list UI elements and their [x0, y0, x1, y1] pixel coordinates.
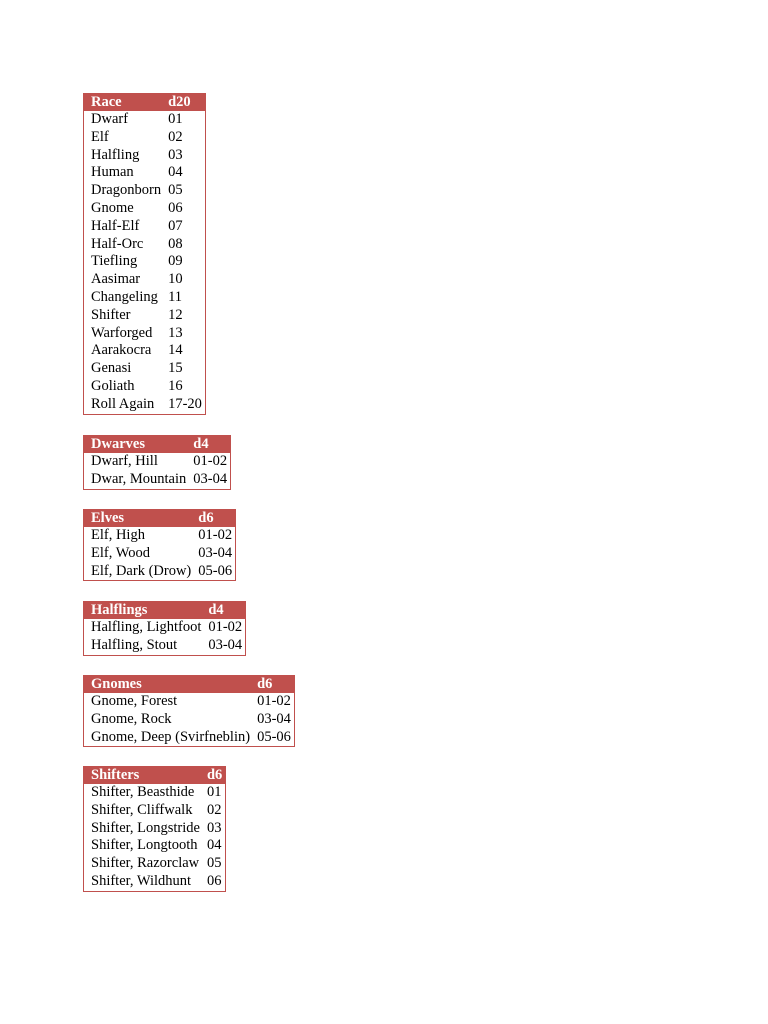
table-row: [84, 563, 236, 581]
cell-option: Changeling: [91, 288, 158, 305]
table-row: [84, 545, 236, 563]
table-header-row: [84, 510, 236, 528]
cell-roll-range: 05: [206, 855, 222, 872]
cell-option: Gnome, Deep (Svirfneblin): [91, 728, 251, 745]
table-row: [84, 693, 295, 711]
cell-roll-range: 04: [206, 837, 222, 854]
cell-option: Gnome: [91, 199, 134, 216]
cell-option: Shifter: [91, 306, 131, 323]
cell-roll-range: 11: [168, 288, 183, 305]
cell-roll-range: 01: [206, 784, 222, 800]
table-header-row: [84, 767, 226, 785]
table-header-row: [84, 676, 295, 694]
cell-roll-range: 16: [168, 377, 183, 394]
table-row: [84, 182, 206, 200]
column-header-name: Halflings: [84, 602, 202, 620]
cell-option: Elf: [91, 128, 109, 145]
cell-roll-range: 01-02: [208, 619, 243, 635]
table-row: [84, 820, 226, 838]
column-header-die: d20: [161, 94, 205, 112]
cell-roll-range: 02: [206, 801, 222, 818]
column-header-die: d4: [186, 436, 230, 454]
race-table: [83, 93, 206, 415]
table-row: [84, 218, 206, 236]
table-row: [84, 289, 206, 307]
cell-option: Roll Again: [91, 395, 155, 412]
halflings-table: [83, 601, 246, 656]
cell-roll-range: 05-06: [257, 728, 291, 745]
cell-option: Elf, Dark (Drow): [91, 562, 192, 579]
cell-roll-range: 14: [168, 342, 183, 359]
cell-option: Half-Elf: [91, 217, 140, 234]
cell-option: Dwarf, Hill: [91, 453, 158, 469]
table-header-row: [84, 602, 246, 620]
cell-option: Warforged: [91, 324, 153, 341]
table-row: [84, 784, 226, 802]
cell-roll-range: 10: [168, 271, 183, 288]
cell-option: Goliath: [91, 377, 135, 394]
cell-option: Half-Orc: [91, 235, 144, 252]
table-row: [84, 855, 226, 873]
cell-option: Shifter, Cliffwalk: [91, 801, 193, 818]
table-row: [84, 471, 231, 489]
table-row: [84, 378, 206, 396]
table-row: [84, 360, 206, 378]
cell-roll-range: 01-02: [193, 453, 228, 469]
table-row: [84, 253, 206, 271]
cell-option: Halfling, Stout: [91, 636, 178, 653]
cell-option: Gnome, Rock: [91, 710, 172, 727]
cell-roll-range: 01-02: [257, 693, 291, 709]
table-row: [84, 271, 206, 289]
column-header-name: Race: [84, 94, 162, 112]
cell-option: Elf, High: [91, 527, 145, 543]
cell-roll-range: 12: [168, 306, 183, 323]
cell-option: Elf, Wood: [91, 544, 150, 561]
cell-option: Shifter, Wildhunt: [91, 872, 192, 889]
cell-roll-range: 08: [168, 235, 183, 252]
column-header-name: Elves: [84, 510, 192, 528]
cell-roll-range: 05-06: [198, 562, 233, 579]
table-row: [84, 837, 226, 855]
cell-roll-range: 03-04: [257, 710, 291, 727]
table-row: [84, 325, 206, 343]
table-row: [84, 147, 206, 165]
column-header-die: d6: [200, 767, 226, 785]
cell-roll-range: 03: [168, 146, 183, 163]
table-row: [84, 619, 246, 637]
cell-option: Human: [91, 164, 134, 181]
cell-roll-range: 07: [168, 217, 183, 234]
cell-roll-range: 03-04: [193, 470, 228, 487]
table-row: [84, 129, 206, 147]
table-row: [84, 342, 206, 360]
cell-roll-range: 02: [168, 128, 183, 145]
cell-option: Dragonborn: [91, 182, 162, 199]
table-row: [84, 527, 236, 545]
cell-roll-range: 09: [168, 253, 183, 270]
cell-roll-range: 06: [168, 199, 183, 216]
cell-roll-range: 17-20: [168, 395, 202, 412]
table-row: [84, 111, 206, 129]
table-row: [84, 729, 295, 747]
cell-option: Tiefling: [91, 253, 138, 270]
table-row: [84, 236, 206, 254]
cell-option: Dwar, Mountain: [91, 470, 187, 487]
cell-option: Shifter, Longstride: [91, 819, 200, 836]
table-row: [84, 307, 206, 325]
column-header-name: Dwarves: [84, 436, 187, 454]
table-row: [84, 453, 231, 471]
cell-roll-range: 06: [206, 872, 222, 889]
table-row: [84, 802, 226, 820]
cell-option: Aasimar: [91, 271, 141, 288]
column-header-die: d6: [191, 510, 235, 528]
column-header-name: Shifters: [84, 767, 200, 785]
cell-roll-range: 03-04: [198, 544, 233, 561]
cell-roll-range: 01-02: [198, 527, 233, 543]
column-header-name: Gnomes: [84, 676, 251, 694]
table-row: [84, 873, 226, 891]
cell-option: Shifter, Longtooth: [91, 837, 198, 854]
column-header-die: d4: [201, 602, 245, 620]
shifters-table: [83, 766, 226, 892]
cell-option: Aarakocra: [91, 342, 152, 359]
cell-roll-range: 05: [168, 182, 183, 199]
cell-roll-range: 03: [206, 819, 222, 836]
table-row: [84, 711, 295, 729]
cell-option: Shifter, Beasthide: [91, 784, 195, 800]
cell-option: Halfling, Lightfoot: [91, 619, 202, 635]
table-row: [84, 637, 246, 655]
table-header-row: [84, 94, 206, 112]
cell-roll-range: 04: [168, 164, 183, 181]
cell-roll-range: 13: [168, 324, 183, 341]
cell-roll-range: 01: [168, 111, 183, 127]
table-row: [84, 200, 206, 218]
cell-option: Genasi: [91, 360, 132, 377]
cell-roll-range: 15: [168, 360, 183, 377]
dwarves-table: [83, 435, 231, 490]
cell-roll-range: 03-04: [208, 636, 243, 653]
cell-option: Halfling: [91, 146, 140, 163]
cell-option: Gnome, Forest: [91, 693, 178, 709]
table-row: [84, 396, 206, 414]
table-row: [84, 164, 206, 182]
gnomes-table: [83, 675, 295, 747]
column-header-die: d6: [250, 676, 294, 694]
cell-option: Dwarf: [91, 111, 129, 127]
cell-option: Shifter, Razorclaw: [91, 855, 200, 872]
elves-table: [83, 509, 236, 581]
table-header-row: [84, 436, 231, 454]
